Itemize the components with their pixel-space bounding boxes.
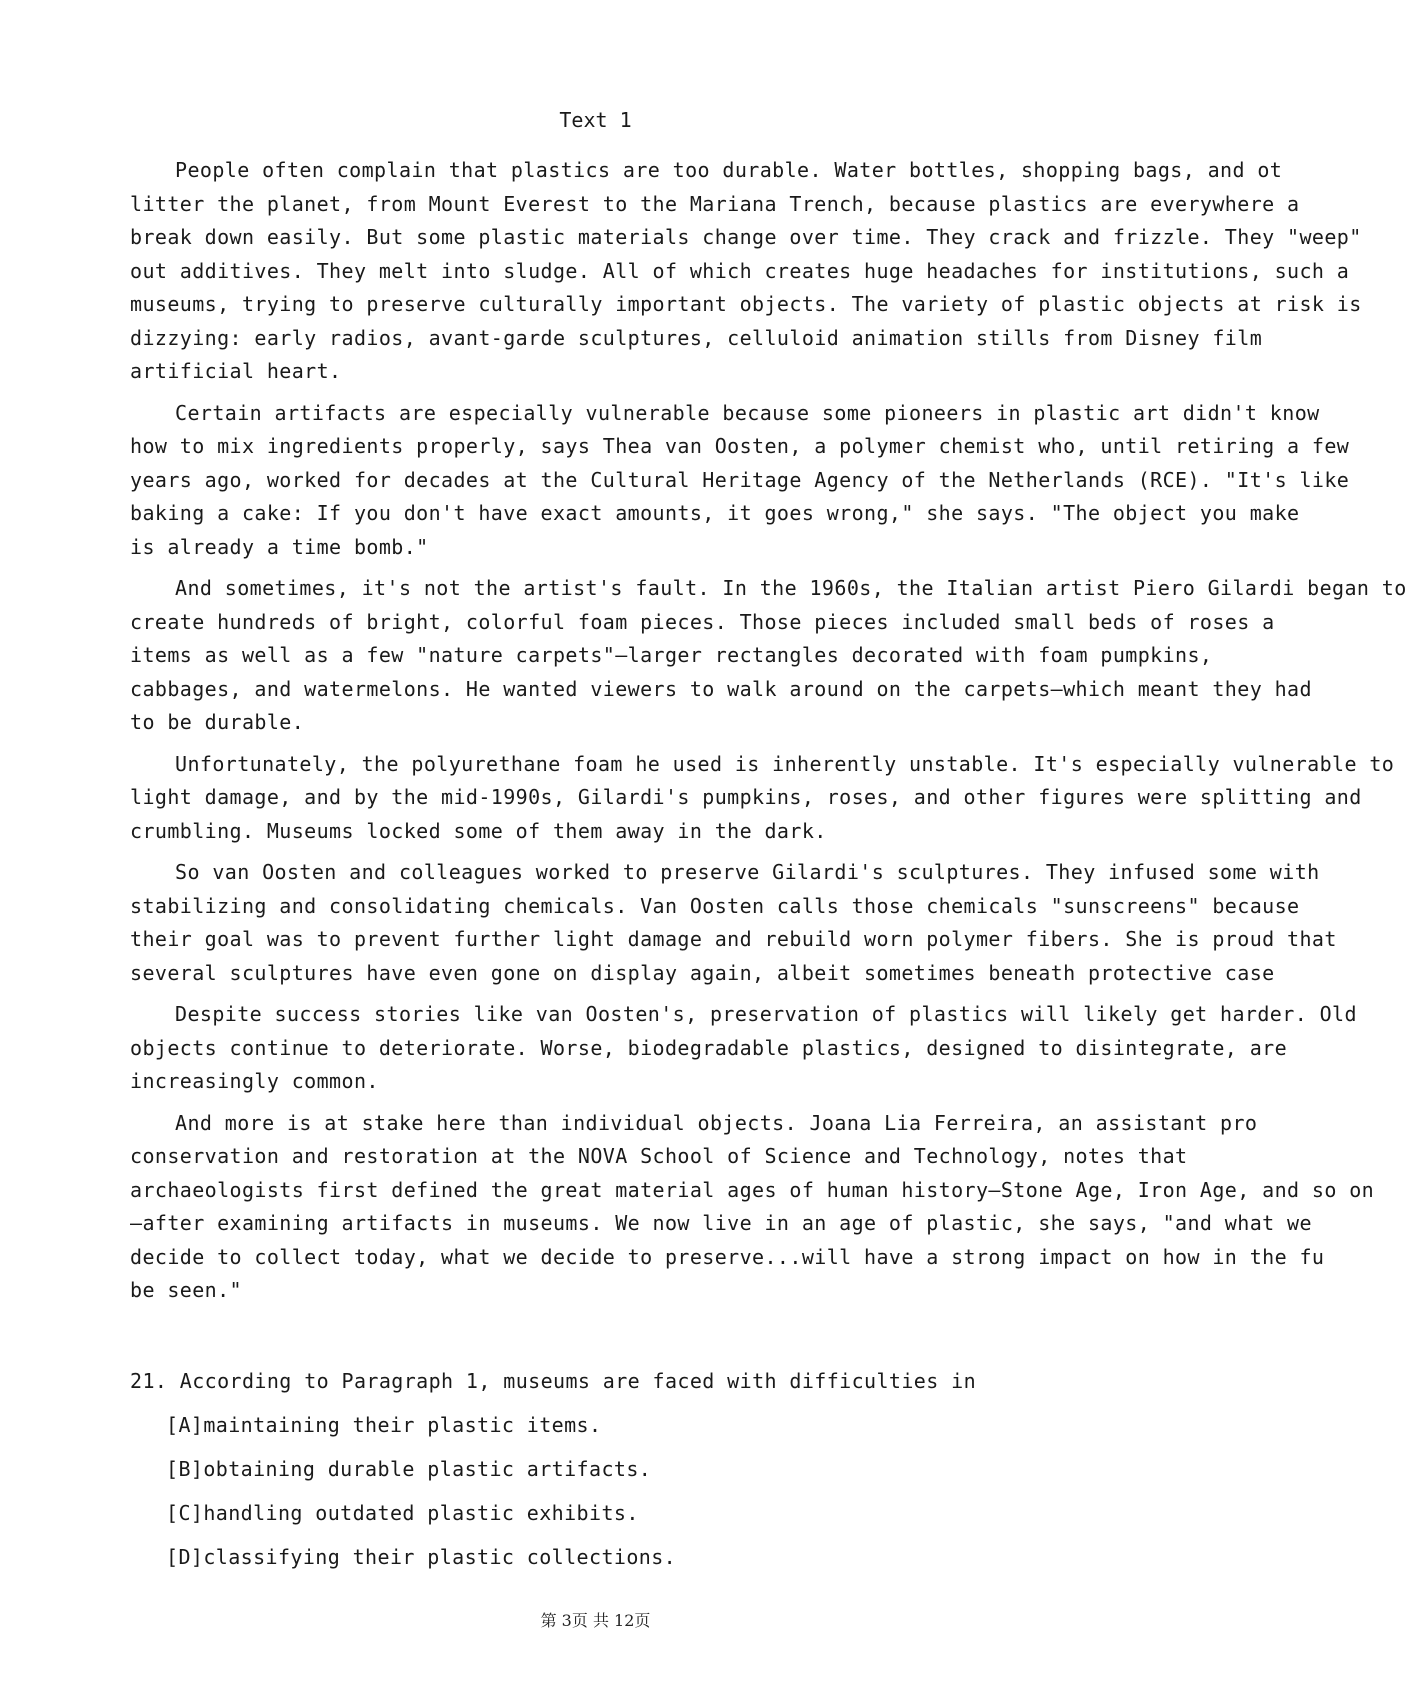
option-label: [A] xyxy=(166,1413,204,1437)
paragraph-4 xyxy=(130,748,1395,849)
paragraph-line: baking a cake: If you don't have exact amounts, it goes wrong," she says. "The object you make xyxy=(130,501,1300,525)
option-text: classifying their plastic collections. xyxy=(203,1545,677,1569)
option-label: [C] xyxy=(166,1501,204,1525)
paragraph-line: So van Oosten and colleagues worked to preserve Gilardi's sculptures. They infused some with xyxy=(175,860,1320,884)
paragraph-line: light damage, and by the mid-1990s, Gilardi's pumpkins, roses, and other figures were splitting and xyxy=(130,785,1362,809)
paragraph-line: to be durable. xyxy=(130,710,305,734)
paragraph-6 xyxy=(130,998,1357,1099)
paragraph-line: Despite success stories like van Oosten's, preservation of plastics will likely get harder. Old xyxy=(175,1002,1357,1026)
paragraph-line: Certain artifacts are especially vulnerable because some pioneers in plastic art didn't know xyxy=(175,400,1320,425)
paragraph-line: And more is at stake here than individual objects. Joana Lia Ferreira, an assistant pro xyxy=(175,1110,1258,1135)
paragraph-line: years ago, worked for decades at the Cultural Heritage Agency of the Netherlands (RCE). "It's like xyxy=(130,467,1350,492)
paragraph-line: items as well as a few "nature carpets"—larger rectangles decorated with foam pumpkins, xyxy=(130,643,1213,667)
paragraph-7 xyxy=(130,1107,1375,1308)
paragraph-line: dizzying: early radios, avant-garde sculptures, celluloid animation stills from Disney film xyxy=(130,325,1263,350)
paragraph-line: is already a time bomb." xyxy=(130,534,429,559)
question-number: 21. xyxy=(130,1369,168,1393)
paragraph-line: decide to collect today, what we decide to preserve...will have a strong impact on how in the fu xyxy=(130,1244,1325,1269)
option-label: [B] xyxy=(166,1457,204,1481)
paragraph-line: People often complain that plastics are too durable. Water bottles, shopping bags, and ot xyxy=(175,158,1283,182)
paragraph-line: objects continue to deteriorate. Worse, biodegradable plastics, designed to disintegrate, are xyxy=(130,1035,1288,1060)
paragraph-1 xyxy=(130,154,1362,389)
page-footer: 第 3页 共 12页 xyxy=(540,1611,651,1630)
paragraph-line: And sometimes, it's not the artist's fault. In the 1960s, the Italian artist Piero Gilardi began to xyxy=(175,576,1407,600)
paragraph-line: create hundreds of bright, colorful foam pieces. Those pieces included small beds of roses a xyxy=(130,609,1275,634)
paragraph-line: out additives. They melt into sludge. All of which creates huge headaches for institutions, such a xyxy=(130,258,1350,283)
paragraph-line: —after examining artifacts in museums. We now live in an age of plastic, she says, "and what we xyxy=(130,1211,1312,1235)
paragraph-line: increasingly common. xyxy=(130,1069,379,1093)
paragraph-2 xyxy=(130,397,1350,565)
paragraph-5 xyxy=(130,856,1337,990)
paragraph-line: stabilizing and consolidating chemicals. Van Oosten calls those chemicals "sunscreens" because xyxy=(130,893,1300,918)
question-21 xyxy=(130,1365,1191,1573)
paragraph-line: cabbages, and watermelons. He wanted viewers to walk around on the carpets—which meant they had xyxy=(130,676,1312,701)
option-text: handling outdated plastic exhibits. xyxy=(203,1501,639,1525)
paragraph-line: how to mix ingredients properly, says Thea van Oosten, a polymer chemist who, until retiring a few xyxy=(130,434,1350,458)
paragraph-line: their goal was to prevent further light damage and rebuild worn polymer fibers. She is proud that xyxy=(130,927,1337,951)
paragraph-line: conservation and restoration at the NOVA School of Science and Technology, notes that xyxy=(130,1144,1188,1168)
option-a[interactable] xyxy=(130,1409,1191,1441)
passage-title: Text 1 xyxy=(559,108,632,132)
option-b[interactable] xyxy=(130,1453,1191,1485)
paragraph-line: several sculptures have even gone on display again, albeit sometimes beneath protective case xyxy=(130,960,1275,985)
paragraph-line: archaeologists first defined the great material ages of human history—Stone Age, Iron Age, and so on xyxy=(130,1177,1375,1202)
paragraph-line: litter the planet, from Mount Everest to the Mariana Trench, because plastics are everywhere a xyxy=(130,191,1300,216)
paragraph-line: museums, trying to preserve culturally important objects. The variety of plastic objects at risk is xyxy=(130,292,1362,316)
paragraph-line: crumbling. Museums locked some of them away in the dark. xyxy=(130,818,827,843)
paragraph-line: Unfortunately, the polyurethane foam he used is inherently unstable. It's especially vulnerable to xyxy=(175,751,1395,776)
paragraph-line: break down easily. But some plastic materials change over time. They crack and frizzle. They "weep" xyxy=(130,225,1362,249)
option-text: maintaining their plastic items. xyxy=(203,1413,602,1437)
passage-body xyxy=(130,154,1407,1316)
question-stem-text: According to Paragraph 1, museums are faced with difficulties in xyxy=(179,1369,977,1393)
paragraph-3 xyxy=(130,572,1407,740)
option-c[interactable] xyxy=(130,1497,1191,1529)
option-text: obtaining durable plastic artifacts. xyxy=(203,1457,652,1481)
paragraph-line: artificial heart. xyxy=(130,359,342,383)
question-stem xyxy=(130,1365,1191,1397)
option-label: [D] xyxy=(166,1545,204,1569)
option-d[interactable] xyxy=(130,1541,1191,1573)
paragraph-line: be seen." xyxy=(130,1278,242,1302)
